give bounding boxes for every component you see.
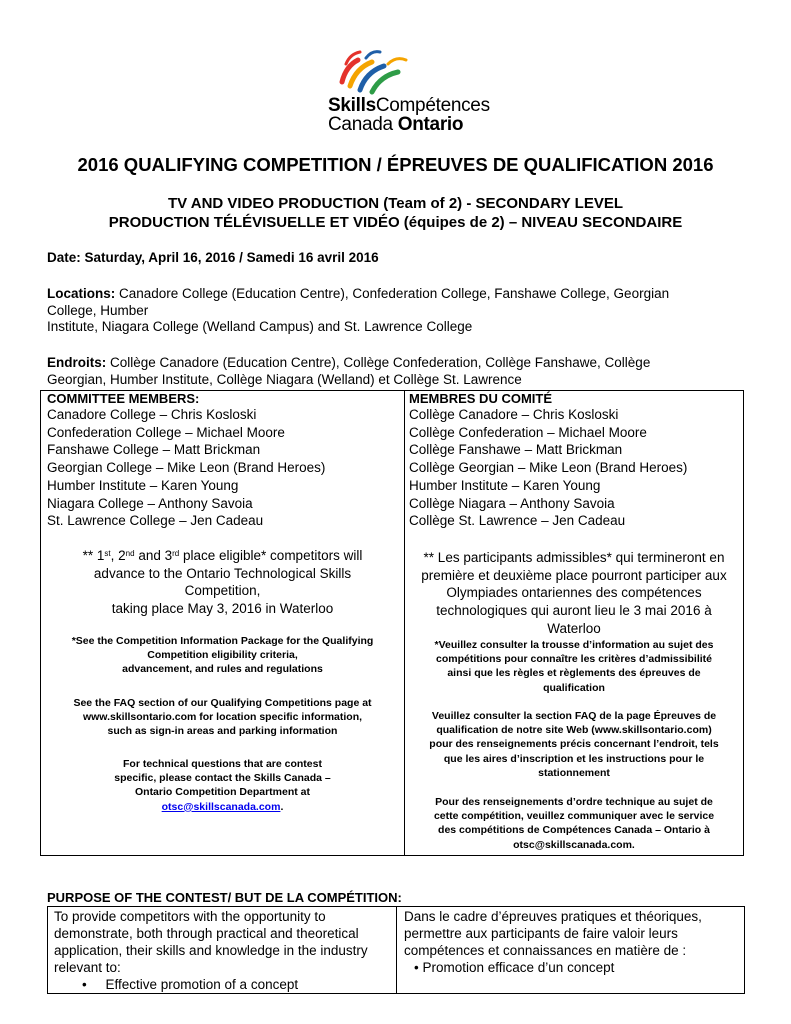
eligible-sup-3: rd	[172, 549, 180, 558]
endroits-label: Endroits:	[47, 355, 107, 370]
note-line: Ontario Competition Department at	[134, 786, 310, 799]
note-line: pour des renseignements précis concernant l’endroit, tels	[429, 738, 719, 751]
eligible-prefix: ** 1	[82, 548, 105, 563]
committee-heading-fr: MEMBRES DU COMITÉ	[409, 391, 552, 406]
logo-canada-text: Canada	[328, 114, 398, 135]
eligibility-text-fr	[405, 549, 743, 638]
eligible-fr-line: Waterloo	[547, 620, 601, 636]
page-title: 2016 QUALIFYING COMPETITION / ÉPREUVES DE QUALIFICATION 2016	[77, 154, 714, 175]
purpose-table	[47, 906, 745, 994]
subtitle-en: TV AND VIDEO PRODUCTION (Team of 2) - SECONDARY LEVEL	[167, 195, 624, 212]
note-info-package-en	[41, 634, 404, 677]
eligible-line-3: Competition,	[184, 583, 261, 599]
logo-swoosh-icon	[336, 50, 418, 100]
purpose-fr-bullet-text: Promotion efficace d’un concept	[422, 960, 615, 975]
purpose-fr-line: permettre aux participants de faire valoir leurs	[404, 926, 678, 941]
member-en: Humber Institute – Karen Young	[47, 477, 239, 493]
subtitle-fr: PRODUCTION TÉLÉVISUELLE ET VIDÉO (équipes de 2) – NIVEAU SECONDAIRE	[108, 214, 683, 231]
member-fr: Collège Canadore – Chris Kosloski	[409, 407, 619, 422]
purpose-en-bullet	[54, 976, 392, 993]
eligibility-text-en	[41, 547, 404, 618]
note-line: *Veuillez consulter la trousse d’information au sujet des	[434, 639, 714, 651]
eligible-sup-1: st	[104, 549, 111, 558]
eligible-fr-line: première et deuxième place pourront participer aux	[421, 567, 727, 583]
locations-label: Locations:	[47, 286, 116, 301]
endroits-line-1: Collège Canadore (Education Centre), Collège Confederation, Collège Fanshawe, Collège	[106, 355, 651, 370]
note-line: Veuillez consulter la section FAQ de la page Épreuves de	[431, 710, 717, 722]
member-fr: Collège Confederation – Michael Moore	[409, 424, 647, 440]
note-info-package-fr	[405, 638, 743, 695]
note-line: compétitions pour connaître les critères d’admissibilité	[436, 653, 712, 666]
member-fr: Humber Institute – Karen Young	[409, 477, 601, 493]
note-line: Pour des renseignements d’ordre technique au sujet de	[435, 796, 713, 808]
logo-ontario-text: Ontario	[397, 114, 464, 135]
purpose-en-bullet-text: Effective promotion of a concept	[105, 977, 299, 992]
eligible-mid-1: , 2	[110, 548, 126, 563]
member-en: Fanshawe College – Matt Brickman	[47, 442, 261, 458]
purpose-column-fr	[404, 908, 740, 976]
note-line: www.skillsontario.com for location specific information,	[82, 711, 363, 724]
competition-date: Date: Saturday, April 16, 2016 / Samedi 16 avril 2016	[47, 250, 379, 265]
note-technical-fr	[405, 795, 743, 852]
eligible-line-2: advance to the Ontario Technological Skills	[93, 565, 352, 581]
purpose-column-en	[54, 908, 392, 993]
eligible-sup-2: nd	[125, 549, 135, 558]
note-line: Competition eligibility criteria,	[147, 649, 298, 662]
member-en: Georgian College – Mike Leon (Brand Heroes)	[47, 460, 326, 476]
note-line: specific, please contact the Skills Canada –	[114, 772, 331, 785]
email-suffix: .	[280, 800, 284, 813]
note-line: otsc@skillscanada.com.	[513, 838, 635, 851]
endroits-block	[47, 354, 747, 388]
note-technical-en	[41, 757, 404, 814]
skills-ontario-logo	[328, 50, 490, 135]
member-fr: Collège Georgian – Mike Leon (Brand Heroes)	[409, 460, 688, 476]
note-line: que les aires d’inscription et les instructions pour le	[443, 752, 705, 765]
note-line: stationnement	[538, 766, 610, 779]
committee-column-en	[47, 391, 397, 530]
email-link[interactable]: otsc@skillscanada.com	[161, 800, 281, 813]
eligible-fr-line: Olympiades ontariennes des compétences	[446, 585, 702, 601]
eligible-mid-2: and 3	[134, 548, 173, 563]
bullet-icon: •	[414, 960, 423, 975]
logo-skills-text: Skills	[328, 95, 376, 116]
member-fr: Collège Niagara – Anthony Savoia	[409, 495, 615, 511]
purpose-fr-bullet	[404, 959, 740, 976]
logo-competences-text: Compétences	[375, 95, 490, 116]
purpose-en-line: application, their skills and knowledge in the industry	[54, 943, 368, 958]
note-line: cette compétition, veuillez communiquer avec le service	[433, 810, 715, 823]
locations-block	[47, 286, 747, 336]
purpose-en-line: demonstrate, both through practical and theoretical	[54, 926, 359, 941]
member-fr: Collège Fanshawe – Matt Brickman	[409, 442, 623, 458]
table-divider	[396, 907, 397, 993]
note-line: qualification de notre site Web (www.skillsontario.com)	[436, 724, 712, 737]
committee-heading-en: COMMITTEE MEMBERS:	[47, 391, 200, 406]
purpose-heading: PURPOSE OF THE CONTEST/ BUT DE LA COMPÉTITION:	[47, 890, 402, 905]
note-line: *See the Competition Information Package for the Qualifying	[71, 635, 374, 647]
locations-line-3: Institute, Niagara College (Welland Campus) and St. Lawrence College	[47, 319, 473, 334]
purpose-en-line: relevant to:	[54, 960, 121, 975]
note-faq-en	[41, 696, 404, 739]
note-line: des compétitions de Compétences Canada – Ontario à	[438, 824, 710, 837]
committee-table	[40, 390, 744, 856]
member-en: St. Lawrence College – Jen Cadeau	[47, 513, 264, 529]
purpose-en-line: To provide competitors with the opportunity to	[54, 909, 326, 924]
eligible-line-4: taking place May 3, 2016 in Waterloo	[111, 601, 334, 617]
endroits-line-2: Georgian, Humber Institute, Collège Niagara (Welland) et Collège St. Lawrence	[47, 372, 522, 387]
purpose-fr-line: Dans le cadre d’épreuves pratiques et théoriques,	[404, 909, 702, 924]
member-fr: Collège St. Lawrence – Jen Cadeau	[409, 513, 626, 529]
eligible-fr-line: ** Les participants admissibles* qui termineront en	[423, 550, 725, 565]
note-line: advancement, and rules and regulations	[122, 663, 323, 676]
locations-line-1: Canadore College (Education Centre), Confederation College, Fanshawe College, Georgian	[115, 286, 670, 301]
logo-line-2	[328, 114, 463, 136]
purpose-fr-line: compétences et connaissances en matière de :	[404, 943, 687, 958]
note-line: ainsi que les règles et règlements des épreuves de	[447, 667, 701, 680]
note-line: such as sign-in areas and parking information	[107, 725, 338, 738]
eligible-suffix: place eligible* competitors will	[179, 548, 363, 563]
note-line: qualification	[543, 681, 605, 694]
member-en: Confederation College – Michael Moore	[47, 424, 285, 440]
bullet-icon: •	[82, 977, 106, 992]
eligible-fr-line: technologiques qui auront lieu le 3 mai 2016 à	[436, 603, 712, 619]
note-line: For technical questions that are contest	[123, 758, 322, 770]
member-en: Canadore College – Chris Kosloski	[47, 407, 257, 422]
locations-line-2: College, Humber	[47, 302, 149, 318]
note-line: See the FAQ section of our Qualifying Competitions page at	[73, 697, 372, 709]
note-faq-fr	[405, 709, 743, 780]
committee-column-fr	[409, 391, 739, 530]
member-en: Niagara College – Anthony Savoia	[47, 495, 253, 511]
